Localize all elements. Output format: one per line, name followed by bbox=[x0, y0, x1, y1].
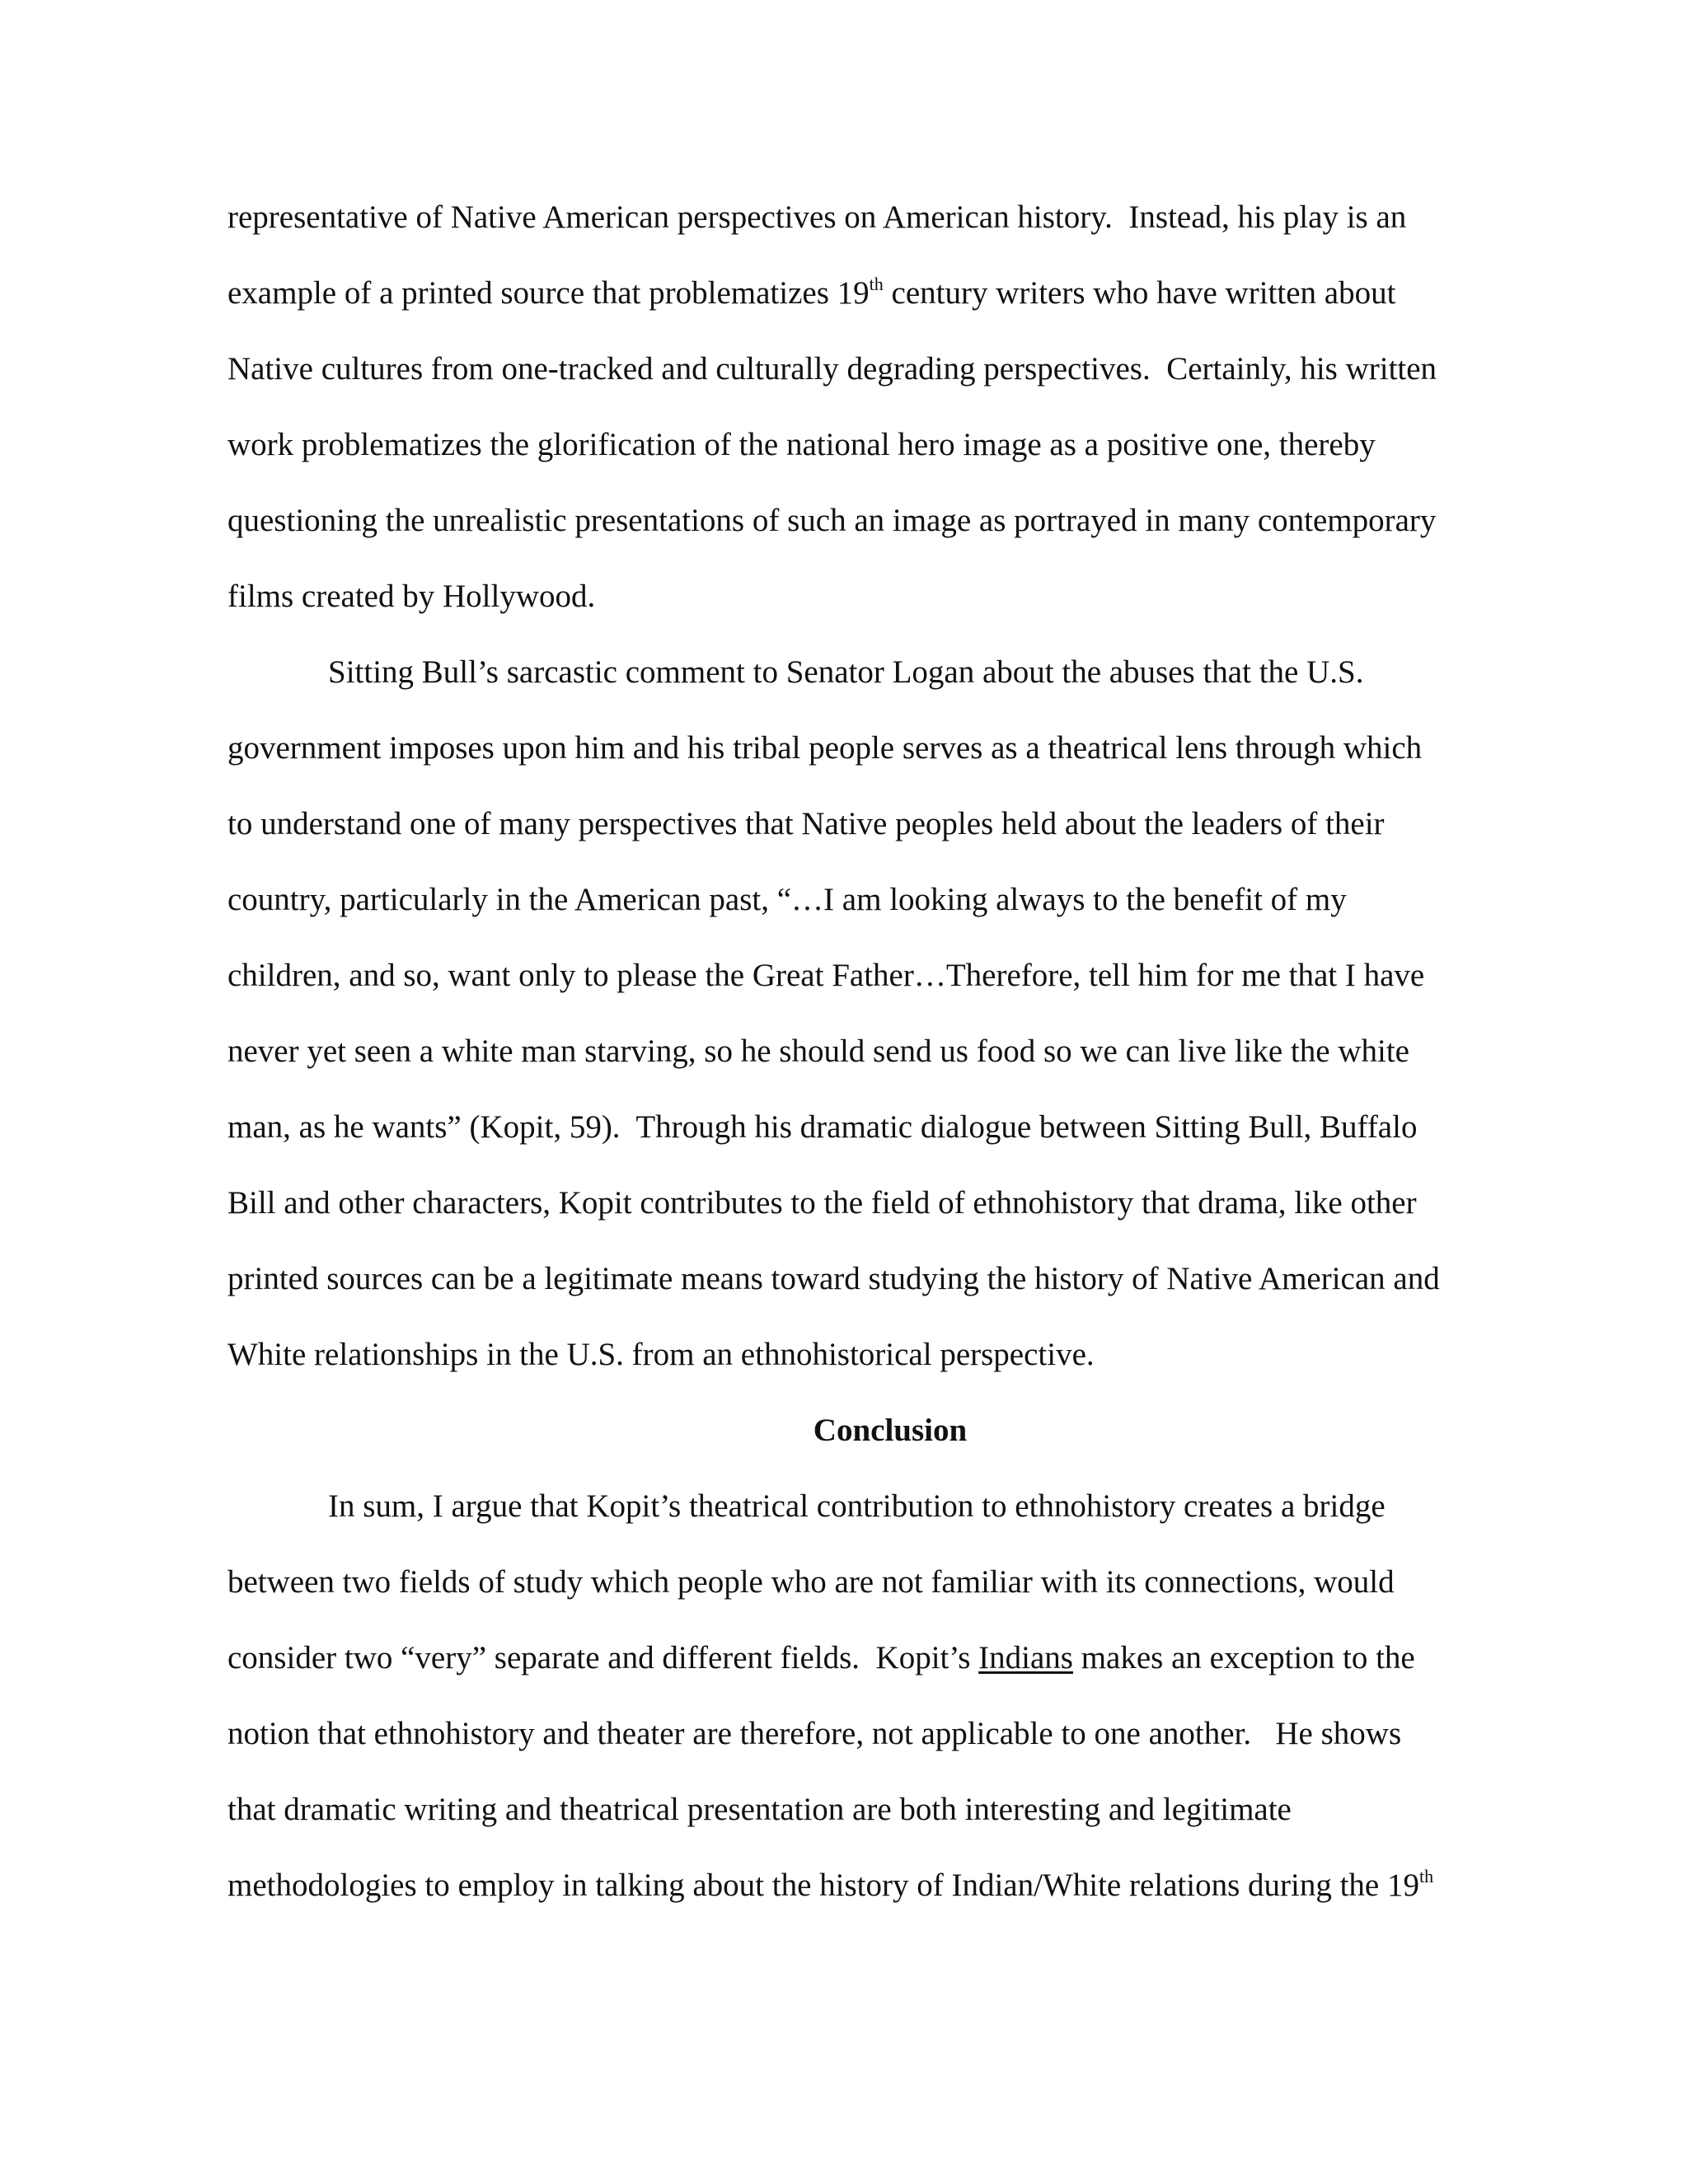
body-text-line: notion that ethnohistory and theater are therefore, not applicable to one another. He shows bbox=[227, 1716, 1402, 1751]
body-text-line: work problematizes the glorification of the national hero image as a positive one, thereby bbox=[227, 427, 1376, 462]
superscript: th bbox=[1419, 1866, 1434, 1886]
superscript: th bbox=[869, 274, 884, 294]
body-text-line: children, and so, want only to please the Great Father…Therefore, tell him for me that I have bbox=[227, 958, 1425, 993]
body-text-line: never yet seen a white man starving, so he should send us food so we can live like the white bbox=[227, 1033, 1409, 1069]
work-title: Indians bbox=[978, 1640, 1073, 1675]
body-text-line: Sitting Bull’s sarcastic comment to Senator Logan about the abuses that the U.S. bbox=[328, 654, 1364, 690]
section-heading: Conclusion bbox=[813, 1413, 968, 1448]
body-text-line: In sum, I argue that Kopit’s theatrical contribution to ethnohistory creates a bridge bbox=[328, 1488, 1386, 1524]
body-text-line: White relationships in the U.S. from an ethnohistorical perspective. bbox=[227, 1337, 1095, 1372]
body-text-line: films created by Hollywood. bbox=[227, 579, 596, 614]
body-text-line: example of a printed source that problematizes 19th century writers who have written about bbox=[227, 274, 1396, 311]
body-text-line: Native cultures from one-tracked and culturally degrading perspectives. Certainly, his written bbox=[227, 351, 1437, 387]
body-text-line: consider two “very” separate and different fields. Kopit’s Indians makes an exception to the bbox=[227, 1640, 1415, 1675]
body-text-line: printed sources can be a legitimate means toward studying the history of Native American and bbox=[227, 1261, 1440, 1296]
body-text-line: to understand one of many perspectives that Native peoples held about the leaders of their bbox=[227, 806, 1385, 841]
body-text-line: between two fields of study which people who are not familiar with its connections, would bbox=[227, 1564, 1395, 1600]
body-text-line: questioning the unrealistic presentations of such an image as portrayed in many contemporary bbox=[227, 503, 1437, 538]
body-text-line: Bill and other characters, Kopit contributes to the field of ethnohistory that drama, like other bbox=[227, 1185, 1417, 1221]
body-text-line: representative of Native American perspectives on American history. Instead, his play is an bbox=[227, 199, 1407, 235]
body-text-line: methodologies to employ in talking about the history of Indian/White relations during the 19th bbox=[227, 1866, 1434, 1903]
body-text-line: country, particularly in the American past, “…I am looking always to the benefit of my bbox=[227, 882, 1347, 917]
body-text-line: government imposes upon him and his tribal people serves as a theatrical lens through which bbox=[227, 730, 1423, 766]
body-text-line: that dramatic writing and theatrical presentation are both interesting and legitimate bbox=[227, 1792, 1292, 1827]
body-text-line: man, as he wants” (Kopit, 59). Through his dramatic dialogue between Sitting Bull, Buffalo bbox=[227, 1109, 1418, 1145]
